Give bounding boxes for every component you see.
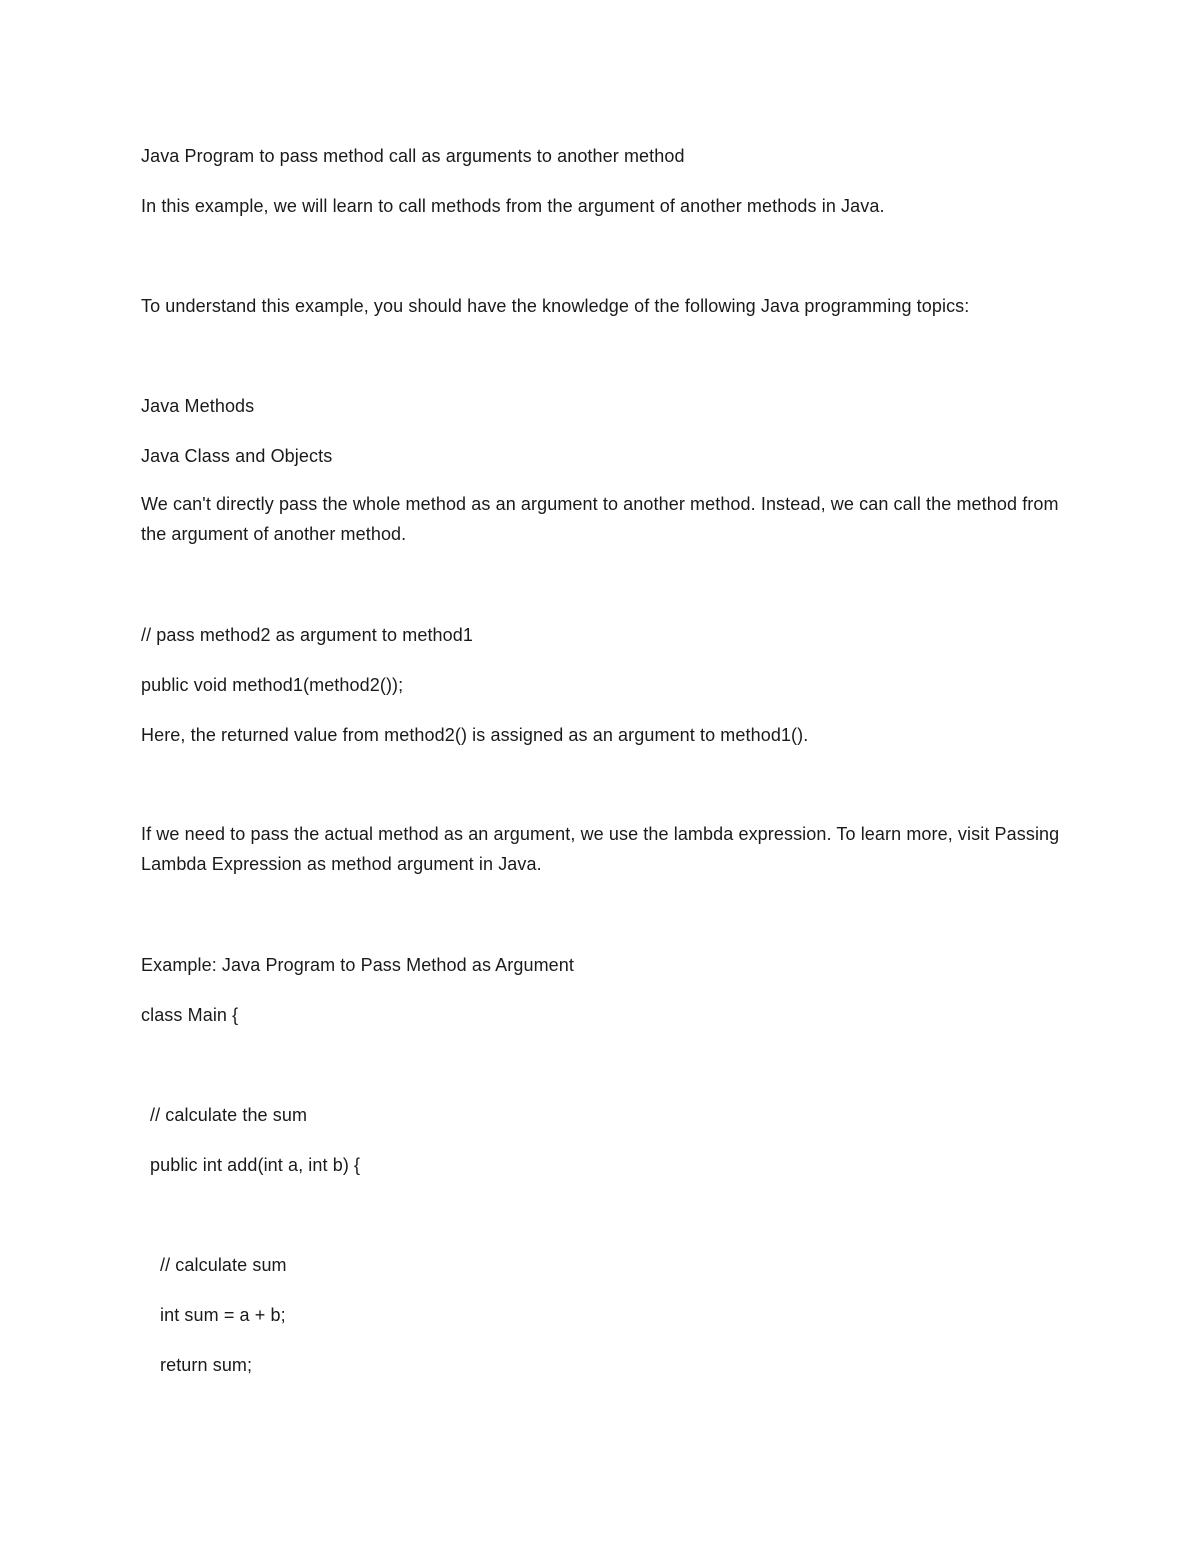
intro-text: In this example, we will learn to call methods from the argument of another methods in Java. — [141, 196, 885, 216]
code-line: // calculate sum — [160, 1255, 287, 1275]
code-line: class Main { — [141, 1005, 239, 1025]
topic-java-methods: Java Methods — [141, 396, 255, 416]
code-line: public int add(int a, int b) { — [150, 1155, 361, 1175]
code-line: return sum; — [160, 1355, 253, 1375]
example-heading: Example: Java Program to Pass Method as Argument — [141, 955, 575, 975]
snippet-comment: // pass method2 as argument to method1 — [141, 625, 473, 645]
snippet-code: public void method1(method2()); — [141, 675, 404, 695]
lambda-paragraph: If we need to pass the actual method as an argument, we use the lambda expression. To learn more, visit Passing Lambda Expression as method argument in Java. — [141, 824, 1060, 874]
code-line: int sum = a + b; — [160, 1305, 286, 1325]
prerequisites-intro: To understand this example, you should have the knowledge of the following Java programming topics: — [141, 296, 970, 316]
explanation-paragraph: We can't directly pass the whole method as an argument to another method. Instead, we can call the method from the argument of another method. — [141, 494, 1059, 544]
document-title: Java Program to pass method call as arguments to another method — [141, 146, 685, 166]
snippet-note: Here, the returned value from method2() is assigned as an argument to method1(). — [141, 725, 809, 745]
code-line: // calculate the sum — [150, 1105, 308, 1125]
topic-java-class-objects: Java Class and Objects — [141, 446, 333, 466]
